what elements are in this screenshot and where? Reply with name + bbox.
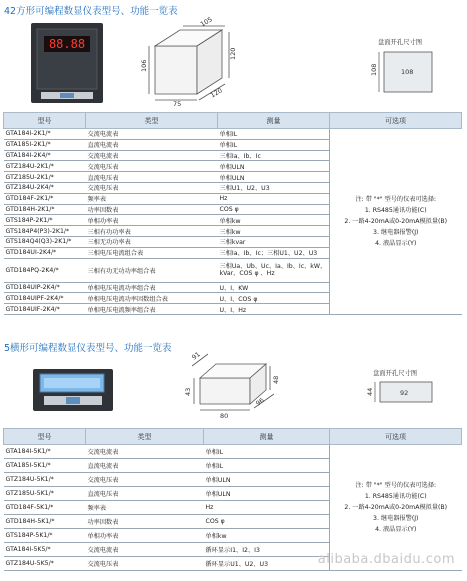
cell-measure: 单相IL: [218, 129, 330, 140]
options-line: 2. 一路4-20mA或0-20mA模拟量(B): [344, 217, 448, 225]
header-options: 可选项: [330, 113, 462, 129]
cell-type: 功率因数表: [86, 515, 204, 529]
dim-height-right: 48: [272, 375, 280, 384]
cell-measure: Hz: [204, 501, 330, 515]
cell-type: 交流电流表: [86, 543, 204, 557]
cutout-dim-h-2: 44: [366, 387, 374, 396]
options-line: 2. 一路4-20mA或0-20mA模拟量(B): [344, 504, 448, 511]
cell-measure: 单相kw: [218, 215, 330, 226]
meter-readout: 88.88: [48, 37, 86, 51]
cell-measure: U、I、COS φ: [218, 293, 330, 304]
cell-measure: U、I、Hz: [218, 304, 330, 315]
cell-model: GTA184I-2K4/*: [4, 150, 86, 161]
cell-type: 三相电压电流组合表: [86, 247, 218, 258]
cutout-dim-h-1: 108: [370, 63, 378, 76]
spec-table-1: [3, 112, 462, 315]
cell-type: 三相无功功率表: [86, 236, 218, 247]
cell-type: 单相电压电流功率组合表: [86, 282, 218, 293]
cell-type: 三相有功无功功率组合表: [86, 258, 218, 282]
section2-title: 5横形可编程数显仪表型号、功能一览表: [4, 343, 172, 354]
cutout-drawing-2: [366, 376, 442, 406]
dim-width-back: 120: [209, 86, 224, 100]
cell-measure: COS φ: [204, 515, 330, 529]
cell-measure: Hz: [218, 193, 330, 204]
cell-measure: 单相kw: [204, 529, 330, 543]
cell-measure: 单相ULN: [218, 172, 330, 183]
cell-measure: 三相Ia、Ib、Ic；三相U1、U2、U3: [218, 247, 330, 258]
dim-height-back: 120: [229, 47, 237, 60]
cell-model: GTA185I-5K1/*: [4, 459, 86, 473]
cell-measure: 单相IL: [204, 445, 330, 459]
cell-type: 频率表: [86, 501, 204, 515]
cell-type: 单相功率表: [86, 529, 204, 543]
cell-measure: 三相Ia、Ib、Ic: [218, 150, 330, 161]
cutout-dim-w-2: 92: [400, 389, 409, 397]
cell-measure: 循环显示U1、U2、U3: [204, 557, 330, 571]
options-line: 4. 液晶显示(Y): [375, 526, 417, 533]
cell-model: GTA185I-2K1/*: [4, 139, 86, 150]
cell-type: 单相电压电流频率组合表: [86, 304, 218, 315]
horizontal-meter-image: [32, 368, 114, 412]
dim-depth-right: 96: [254, 396, 266, 408]
cell-measure: 单相ULN: [204, 473, 330, 487]
cell-model: GTA184I-2K1/*: [4, 129, 86, 140]
cell-type: 单相功率表: [86, 215, 218, 226]
cell-model: GTS184P-5K1/*: [4, 529, 86, 543]
cell-type: 直流电流表: [86, 459, 204, 473]
cell-model: GTD184PQ-2K4/*: [4, 258, 86, 282]
cell-measure: 三相kvar: [218, 236, 330, 247]
cell-model: GTD184UIPF-2K4/*: [4, 293, 86, 304]
cutout-label-2: 盘面开孔尺寸图: [373, 370, 418, 377]
table-header-2: [4, 429, 462, 445]
cell-model: GTS184Q4(Q3)-2K1/*: [4, 236, 86, 247]
cell-model: GTZ184U-5K1/*: [4, 473, 86, 487]
options-line: 1. RS485通讯功能(C): [364, 493, 427, 500]
cell-model: GTZ185U-5K1/*: [4, 487, 86, 501]
cell-type: 直流电压表: [86, 487, 204, 501]
cell-type: 三相有功功率表: [86, 226, 218, 237]
options-line: 注: 带 "*" 型号的仪表可选择:: [355, 482, 437, 489]
section1-title: 42方形可编程数显仪表型号、功能一览表: [4, 6, 178, 17]
cell-type: 交流电流表: [86, 445, 204, 459]
header-options: 可选项: [330, 429, 462, 445]
dim-width-front: 75: [173, 100, 182, 108]
cell-model: GTA184I-5K5/*: [4, 543, 86, 557]
cell-type: 频率表: [86, 193, 218, 204]
cutout-dim-w-1: 108: [401, 68, 414, 76]
dim-width-front-2: 80: [220, 412, 229, 420]
square-meter-image: [30, 22, 104, 104]
dim-height-front: 43: [184, 387, 192, 396]
cell-measure: 单相IL: [218, 139, 330, 150]
dim-depth-top: 91: [190, 350, 202, 362]
cell-model: GTZ185U-2K1/*: [4, 172, 86, 183]
cell-type: 交流电压表: [86, 473, 204, 487]
cell-measure: 三相U1、U2、U3: [218, 182, 330, 193]
options-line: 4. 液晶显示(Y): [375, 239, 417, 247]
cell-model: GTD184H-5K1/*: [4, 515, 86, 529]
cell-model: GTS184P4(P3)-2K1/*: [4, 226, 86, 237]
table-header-1: [4, 113, 462, 129]
cell-type: 交流电流表: [86, 129, 218, 140]
cell-model: GTZ184U-5K5/*: [4, 557, 86, 571]
spec-table-2: [3, 428, 462, 571]
cell-measure: 三相Ua、Ub、Uc、Ia、Ib、Ic、kW、kVar、COS φ 、Hz: [218, 258, 330, 282]
cell-model: GTD184UIF-2K4/*: [4, 304, 86, 315]
cell-measure: 单相ULN: [218, 161, 330, 172]
watermark: alibaba.dbaidu.com: [317, 552, 455, 567]
cell-type: 交流电压表: [86, 557, 204, 571]
header-type: 类型: [86, 113, 218, 129]
header-measure: 测量: [218, 113, 330, 129]
cell-model: GTD184F-2K1/*: [4, 193, 86, 204]
cell-model: GTA184I-5K1/*: [4, 445, 86, 459]
cell-measure: COS φ: [218, 204, 330, 215]
dim-height-side: 106: [140, 59, 148, 72]
options-line: 注: 带 "*" 型号的仪表可选择:: [355, 195, 437, 203]
cell-measure: 单相IL: [204, 459, 330, 473]
table-row: [4, 129, 462, 140]
cell-model: GTD184H-2K1/*: [4, 204, 86, 215]
cell-type: 交流电压表: [86, 161, 218, 172]
cell-type: 单相电压电流功率因数组合表: [86, 293, 218, 304]
cutout-drawing-1: [370, 46, 440, 96]
table-row: [4, 445, 462, 459]
cell-measure: 三相kw: [218, 226, 330, 237]
cell-model: GTZ184U-2K4/*: [4, 182, 86, 193]
cutout-label-1: 盘面开孔尺寸图: [378, 39, 423, 46]
cell-type: 直流电流表: [86, 139, 218, 150]
header-measure: 测量: [204, 429, 330, 445]
header-model: 型号: [4, 113, 86, 129]
cell-type: 功率因数表: [86, 204, 218, 215]
cell-measure: 循环显示I1、I2、I3: [204, 543, 330, 557]
header-type: 类型: [86, 429, 204, 445]
cell-type: 直流电压表: [86, 172, 218, 183]
options-line: 1. RS485通讯功能(C): [364, 206, 427, 214]
cell-measure: 单相ULN: [204, 487, 330, 501]
cell-model: GTZ184U-2K1/*: [4, 161, 86, 172]
cell-type: 交流电压表: [86, 182, 218, 193]
horizontal-meter-drawing: [150, 352, 320, 422]
cell-model: GTD184UI-2K4/*: [4, 247, 86, 258]
dim-depth: 105: [199, 15, 214, 29]
cell-type: 交流电流表: [86, 150, 218, 161]
cell-model: GTS184P-2K1/*: [4, 215, 86, 226]
options-cell-1: [330, 129, 462, 315]
cell-model: GTD184F-5K1/*: [4, 501, 86, 515]
cell-model: GTD184UIP-2K4/*: [4, 282, 86, 293]
options-line: 3. 继电器报警(J): [373, 228, 419, 236]
options-line: 3. 继电器报警(J): [373, 515, 419, 522]
square-meter-drawing: [135, 15, 305, 108]
cell-measure: U、I、KW: [218, 282, 330, 293]
header-model: 型号: [4, 429, 86, 445]
